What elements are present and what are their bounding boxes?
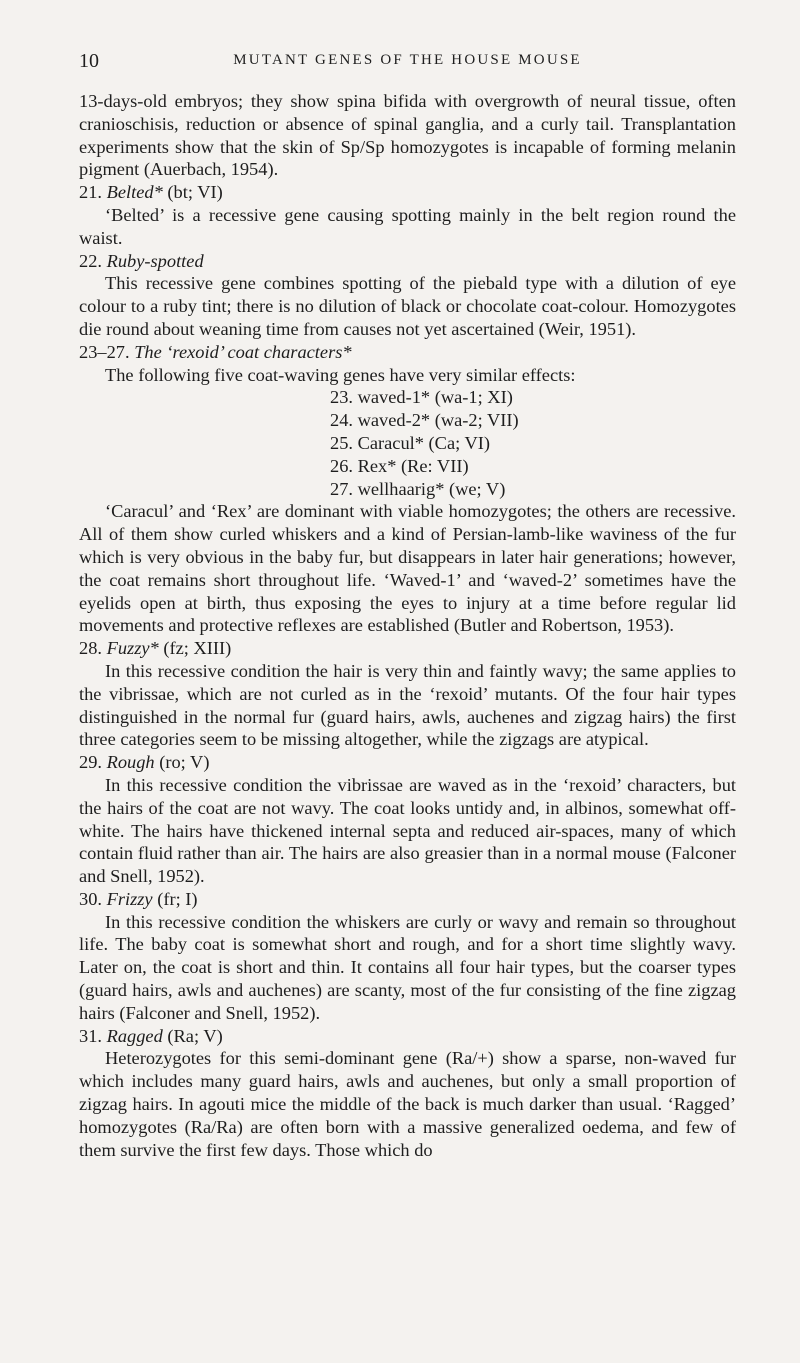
paragraph-rough: In this recessive condition the vibrissae are waved as in the ‘rexoid’ characters, but the hairs of the coat are not wavy. The coat looks untidy and, in albinos, somewhat off-white. The hairs have thickened internal septa and reduced air-spaces, many of which contain fluid rather than air. The hairs are also greasier than in a normal mouse (Falconer and Snell, 1952). <box>79 774 736 887</box>
gene-symbol: (bt; VI) <box>167 182 223 203</box>
list-item: 26. Rex* (Re: VII) <box>330 455 469 476</box>
section-heading-30 <box>79 888 736 911</box>
section-heading-21 <box>79 181 736 204</box>
section-heading-23-27 <box>79 341 736 364</box>
paragraph-ruby-spotted: This recessive gene combines spotting of the piebald type with a dilution of eye colour to a ruby tint; there is no dilution of black or chocolate coat-colour. Homozygotes die round about weaning time from causes not yet ascertained (Weir, 1951). <box>79 273 736 339</box>
section-title: Belted* <box>106 182 163 203</box>
list-item: 27. wellhaarig* (we; V) <box>330 478 506 499</box>
page-header <box>79 50 736 76</box>
running-title: MUTANT GENES OF THE HOUSE MOUSE <box>233 52 582 68</box>
gene-symbol: (fz; XIII) <box>163 638 232 659</box>
gene-symbol: (Ra; V) <box>167 1025 223 1046</box>
section-number: 31. <box>79 1025 102 1046</box>
section-number: 21. <box>79 182 102 203</box>
section-heading-31 <box>79 1025 736 1048</box>
section-number: 29. <box>79 752 102 773</box>
list-item: 23. waved-1* (wa-1; XI) <box>330 387 513 408</box>
section-number: 30. <box>79 888 102 909</box>
section-number: 23–27. <box>79 341 130 362</box>
section-title: Ruby-spotted <box>106 250 204 271</box>
paragraph-continuation: 13-days-old embryos; they show spina bifida with overgrowth of neural tissue, often cranioschisis, reduction or absence of spinal ganglia, and a curly tail. Transplantation experiments show that the skin of Sp/Sp homozygotes is incapable of forming melanin pigment (Auerbach, 1954). <box>79 91 736 180</box>
section-title: The ‘rexoid’ coat characters* <box>134 341 352 362</box>
section-title: Frizzy <box>106 888 153 909</box>
gene-symbol: (ro; V) <box>159 752 210 773</box>
section-title: Fuzzy* <box>106 638 159 659</box>
list-item: 25. Caracul* (Ca; VI) <box>330 432 491 453</box>
section-heading-22 <box>79 250 736 273</box>
paragraph-rexoid-intro: The following five coat-waving genes have very similar effects: <box>105 364 576 385</box>
section-title: Rough <box>106 752 155 773</box>
body-text <box>79 90 736 1161</box>
section-number: 28. <box>79 638 102 659</box>
gene-symbol: (fr; I) <box>157 888 198 909</box>
section-heading-29 <box>79 751 736 774</box>
section-number: 22. <box>79 250 102 271</box>
paragraph-belted: ‘Belted’ is a recessive gene causing spotting mainly in the belt region round the waist. <box>79 204 736 248</box>
paragraph-frizzy: In this recessive condition the whiskers are curly or wavy and remain so throughout life. The baby coat is somewhat short and rough, and for a short time slightly wavy. Later on, the coat is short and thin. It contains all four hair types, but the coarser types (guard hairs, awls and auchenes) are scanty, most of the fur consisting of the fine zigzag hairs (Falconer and Snell, 1952). <box>79 911 736 1023</box>
paragraph-rexoid: ‘Caracul’ and ‘Rex’ are dominant with viable homozygotes; the others are recessive. All of them show curled whiskers and a kind of Persian-lamb-like waviness of the fur which is very obvious in the baby fur, but disappears in later hair generations; however, the coat remains short throughout life. ‘Waved-1’ and ‘waved-2’ sometimes have the eyelids open at birth, thus exposing the eyes to injury at a time before regular lid movements and protective reflexes are established (Butler and Robertson, 1953). <box>79 501 736 636</box>
paragraph-ragged: Heterozygotes for this semi-dominant gene (Ra/+) show a sparse, non-waved fur which includes many guard hairs, awls and auchenes, but only a small proportion of zigzag hairs. In agouti mice the middle of the back is much darker than usual. ‘Ragged’ homozygotes (Ra/Ra) are often born with a massive generalized oedema, and few of them survive the first few days. Those which do <box>79 1048 736 1160</box>
page-number: 10 <box>79 50 99 72</box>
list-item: 24. waved-2* (wa-2; VII) <box>330 410 519 431</box>
section-heading-28 <box>79 637 736 660</box>
paragraph-fuzzy: In this recessive condition the hair is very thin and faintly wavy; the same applies to the vibrissae, which are not curled as in the ‘rexoid’ mutants. Of the four hair types distinguished in the normal fur (guard hairs, awls, auchenes and zigzag hairs) the first three categories seem to be missing altogether, while the zigzags are atypical. <box>79 660 736 750</box>
section-title: Ragged <box>106 1025 163 1046</box>
rexoid-gene-list <box>79 386 736 500</box>
